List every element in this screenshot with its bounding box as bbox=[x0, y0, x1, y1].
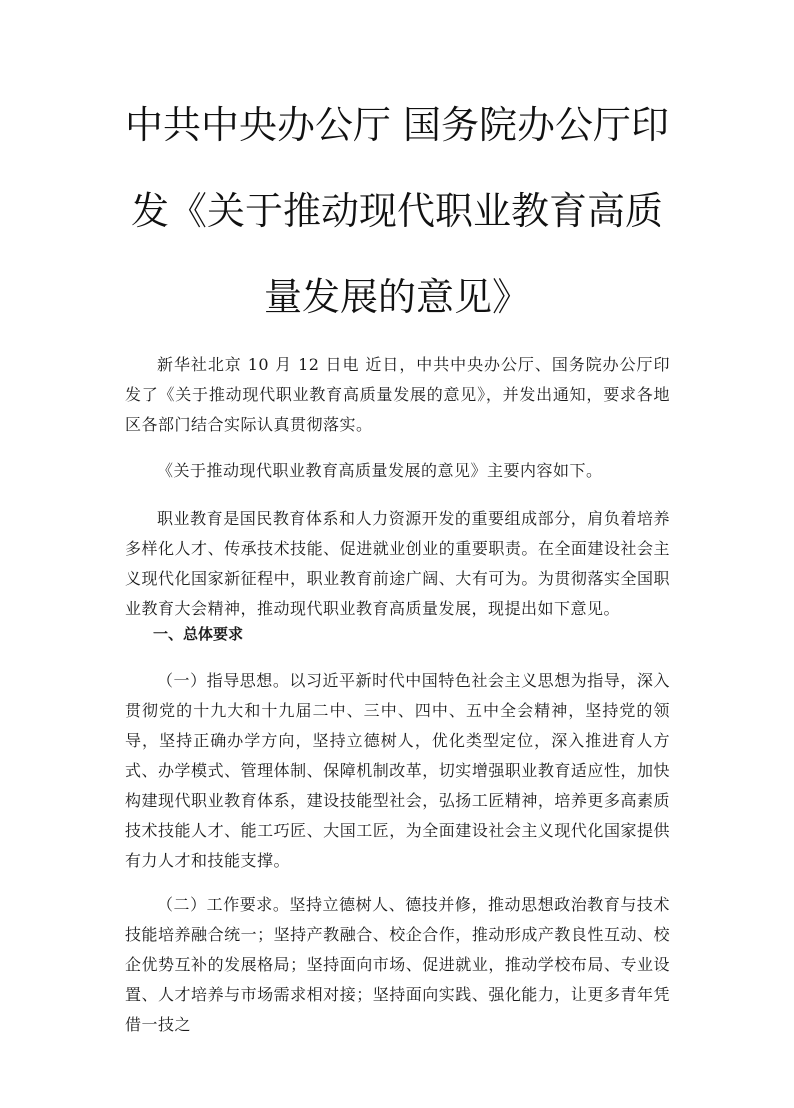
document-title bbox=[100, 96, 694, 354]
title-line-2: 发《关于推动现代职业教育高质 bbox=[130, 189, 663, 233]
title-line-3: 量发展的意见》 bbox=[263, 275, 530, 319]
paragraph-summary-intro: 《关于推动现代职业教育高质量发展的意见》主要内容如下。 bbox=[157, 461, 603, 480]
paragraph-guiding-ideology: （一）指导思想。以习近平新时代中国特色社会主义思想为指导，深入贯彻党的十九大和十九届二中、三中、四中、五中全会精神，坚持党的领导，坚持正确办学方向，坚持立德树人，优化类型定位，深入推进育人方式、办学模式、管理体制、保障机制改革，切实增强职业教育适应性，加快构建现代职业教育体系，建设技能型社会，弘扬工匠精神，培养更多高素质技术技能人才、能工巧匠、大国工匠，为全面建设社会主义现代化国家提供有力人才和技能支撑。 bbox=[125, 671, 670, 870]
section-heading: 一、总体要求 bbox=[153, 625, 244, 643]
paragraph-preamble: 职业教育是国民教育体系和人力资源开发的重要组成部分，肩负着培养多样化人才、传承技术技能、促进就业创业的重要职责。在全面建设社会主义现代化国家新征程中，职业教育前途广阔、大有可为。为贯彻落实全国职业教育大会精神，推动现代职业教育高质量发展，现提出如下意见。 bbox=[125, 509, 670, 618]
title-line-1: 中共中央办公厅 国务院办公厅印 bbox=[124, 103, 670, 147]
paragraph-work-requirements: （二）工作要求。坚持立德树人、德技并修，推动思想政治教育与技术技能培养融合统一；坚持产教融合、校企合作，推动形成产教良性互动、校企优势互补的发展格局；坚持面向市场、促进就业，推动学校布局、专业设置、人才培养与市场需求相对接；坚持面向实践、强化能力，让更多青年凭借一技之 bbox=[125, 895, 670, 1034]
paragraph-news-lead: 新华社北京 10 月 12 日电 近日，中共中央办公厅、国务院办公厅印发了《关于推动现代职业教育高质量发展的意见》，并发出通知，要求各地区各部门结合实际认真贯彻落实。 bbox=[125, 355, 670, 434]
